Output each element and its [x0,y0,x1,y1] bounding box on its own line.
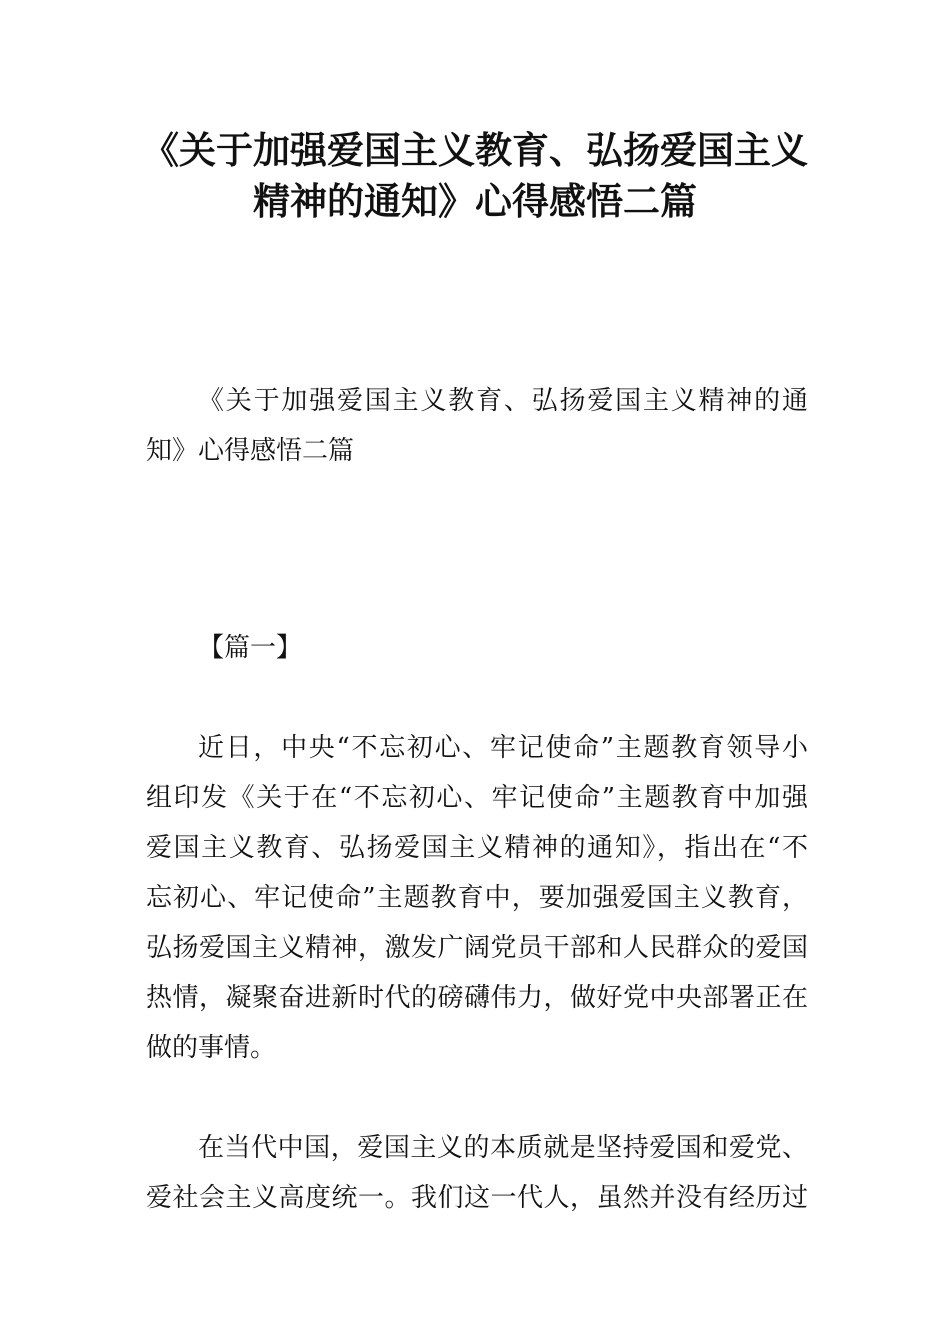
paragraph-line: 组印发《关于在“不忘初心、牢记使命”主题教育中加强 [146,783,808,813]
paragraph-line: 做的事情。 [146,1033,277,1063]
paragraph-line: 爱国主义教育、弘扬爱国主义精神的通知》，指出在“不 [146,833,808,863]
document-title-line-2: 精神的通知》心得感悟二篇 [253,180,697,223]
paragraph-line: 忘初心、牢记使命”主题教育中，要加强爱国主义教育， [146,883,808,913]
document-title-line-1: 《关于加强爱国主义教育、弘扬爱国主义 [142,129,808,172]
subtitle-line: 知》心得感悟二篇 [146,436,355,466]
section-heading [146,623,808,673]
paragraph-line: 弘扬爱国主义精神，激发广阔党员干部和人民群众的爱国 [146,933,808,963]
paragraph-line: 近日，中央“不忘初心、牢记使命”主题教育领导小 [198,733,808,763]
subtitle-line: 《关于加强爱国主义教育、弘扬爱国主义精神的通 [198,386,808,416]
body-paragraph-1 [146,723,808,1073]
section-label: 【篇一】 [198,633,303,663]
subtitle-paragraph [146,376,808,476]
paragraph-line: 在当代中国，爱国主义的本质就是坚持爱国和爱党、 [198,1133,808,1163]
paragraph-line: 爱社会主义高度统一。我们这一代人，虽然并没有经历过 [146,1183,808,1213]
body-paragraph-2 [146,1123,808,1223]
paragraph-line: 热情，凝聚奋进新时代的磅礴伟力，做好党中央部署正在 [146,983,808,1013]
